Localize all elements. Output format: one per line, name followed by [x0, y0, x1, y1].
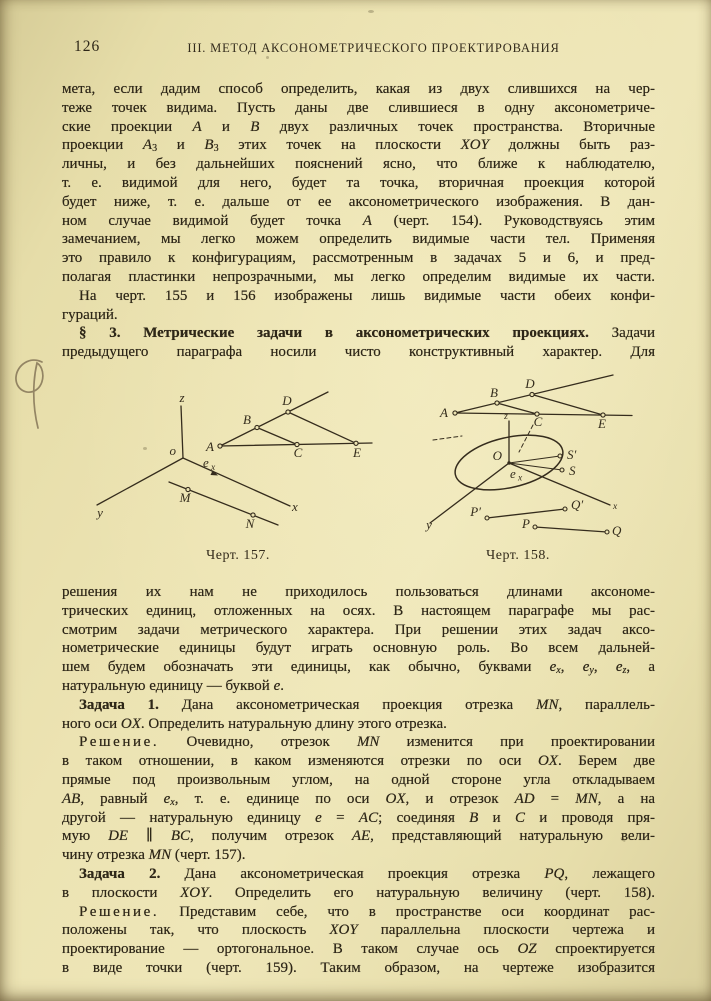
fig158-label-B: B — [490, 385, 498, 400]
para-visibility — [62, 80, 655, 287]
fig158-label-S: S — [569, 463, 576, 478]
text-line: AB, равный $e_x$, т. е. единице по оси OX, и отрезок AD = MN, а на — [62, 790, 655, 808]
text-line: в таком отношении, в каком изменяются отрезки по оси OX. Берем две — [62, 753, 655, 770]
fig158-label-P: P — [522, 516, 530, 531]
fig158-label-Q-prime: Q′ — [571, 497, 584, 512]
text-line: проектирование — ортогональное. В таком случае ось OZ спроектируется — [62, 941, 655, 958]
fig158-label-C: C — [533, 414, 543, 429]
fig157-label-x: x — [292, 499, 298, 514]
scan-speck — [143, 447, 147, 450]
text-line: личны, и без дальнейших пояснений ясно, что ближе к наблюдателю, — [62, 156, 655, 173]
text-line: ские проекции A и B двух различных точек пространства. Вторичные — [62, 118, 656, 135]
fig157-label-M: M — [179, 490, 191, 505]
text-line: замечанием, мы легко можем определить видимые части тел. Применяя — [62, 231, 655, 248]
text-line: чину отрезка MN (черт. 157). — [62, 847, 246, 864]
fig157-label-e-sub: x — [211, 463, 216, 473]
fig158-construction — [453, 375, 632, 417]
fig157-label-A: A — [206, 439, 214, 454]
fig157-label-z: z — [179, 390, 185, 405]
fig157-label-o: o — [169, 443, 176, 458]
fig158-label-Q: Q — [612, 523, 622, 538]
text-line: смотрим задачи метрического характера. При решении этих задач аксо- — [62, 621, 655, 638]
text-line: решения их нам не приходилось пользоваться длинами аксономе- — [62, 584, 655, 600]
text-line: натуральную единицу — буквой e. — [62, 677, 284, 694]
text-line: трических единиц, отложенных на осях. В настоящем параграфе мы рас- — [62, 602, 655, 619]
text-line: в виде точки (черт. 159). Таким образом, на чертеже изобразится — [62, 959, 655, 976]
page-number: 126 — [74, 38, 101, 55]
fig158-label-P-prime: P′ — [470, 504, 481, 519]
figures-row — [60, 370, 660, 570]
fig158-caption: Черт. 158. — [486, 548, 550, 563]
fig158-label-D: D — [525, 376, 535, 391]
fig158-label-S-prime: S′ — [567, 447, 577, 462]
text-line: теже точек видима. Пусть даны две слившиеся в одну аксонометриче- — [62, 99, 655, 116]
text-line: Решение. Представим себе, что в пространстве оси координат рас- — [79, 903, 655, 920]
fig157-label-N: N — [245, 516, 255, 531]
text-line: нометрические единицы будут играть основную роль. Во всем дальней- — [62, 640, 655, 657]
para-solution-2 — [62, 903, 655, 978]
fig158-label-e: e — [510, 466, 516, 481]
figures-canvas — [60, 370, 660, 570]
fig158-label-O: O — [492, 448, 502, 463]
fig157-label-E: E — [353, 445, 361, 460]
fig158-label-z: z — [504, 412, 508, 422]
text-line: мую DE ∥ BC, получим отрезок AE, представляющий натуральную вели- — [62, 828, 655, 845]
fig157-label-D: D — [282, 393, 292, 408]
text-line: проекции $A_3$ и $B_3$ этих точек на плоскости XOY должны быть раз- — [62, 137, 655, 155]
text-line: будет ниже, т. е. дальше от ее аксонометрического изображения. В дан- — [62, 193, 655, 210]
text-line: положены так, что плоскость XOY параллельна плоскости чертежа и — [62, 922, 655, 939]
text-line: гураций. — [62, 306, 118, 323]
text-block-top — [62, 80, 655, 362]
text-line: Задача 1. Дана аксонометрическая проекция отрезка MN, параллель- — [79, 696, 655, 713]
text-line: мета, если дадим способ определить, какая из двух слившихся на чер- — [62, 81, 655, 97]
fig157-label-y: y — [97, 505, 103, 520]
para-metric-units — [62, 583, 655, 696]
text-line: Задача 2. Дана аксонометрическая проекция отрезка PQ, лежащего — [79, 865, 655, 882]
text-line: полагая пластинки непрозрачными, мы легко определим видимые их части. — [62, 268, 655, 285]
fig157-caption: Черт. 157. — [206, 548, 270, 563]
fig158-label-y: y — [426, 517, 432, 532]
fig157-label-e: e — [203, 455, 209, 470]
text-line: предыдущего параграфа носили чисто конструктивный характер. Для — [62, 344, 655, 361]
text-line: Решение. Очевидно, отрезок MN изменится при проектировании — [79, 734, 655, 751]
para-task-1 — [62, 696, 655, 734]
text-line: другой — натуральную единицу e = AC; соединяя B и C и проводя пря- — [62, 809, 655, 826]
scan-speck — [368, 10, 374, 13]
pencil-margin-mark — [4, 346, 60, 442]
fig158-segments-PQ — [485, 507, 609, 534]
fig158-label-x: x — [613, 502, 618, 512]
fig158-label-A: A — [440, 405, 448, 420]
text-line: ного оси OX. Определить натуральную длину этого отрезка. — [62, 715, 447, 732]
para-solution-1 — [62, 733, 655, 865]
text-line: На черт. 155 и 156 изображены лишь видимые части обеих конфи- — [79, 287, 655, 304]
para-task-2 — [62, 865, 655, 903]
para-chert-155-156 — [62, 287, 655, 325]
fig157-construction — [218, 392, 372, 448]
text-line: шем будем обозначать эти единицы, как обычно, буквами $e_x$, $e_y$, $e_z$, а — [62, 659, 656, 677]
fig158-label-E: E — [598, 416, 606, 431]
fig157-labels — [95, 390, 361, 563]
text-line: прямые под произвольным углом, на одной стороне угла откладываем — [62, 771, 655, 788]
text-line: в плоскости XOY. Определить его натуральную величину (черт. 158). — [62, 884, 655, 901]
para-section-3 — [62, 324, 655, 362]
text-line: т. е. видимой для него, будет та точка, вторичная проекция которой — [62, 174, 655, 191]
scan-speck — [266, 56, 269, 59]
fig157-label-B: B — [243, 412, 251, 427]
text-line: § 3. Метрические задачи в аксонометрических проекциях. Задачи — [79, 325, 655, 342]
text-line: это правило к конфигурациям, рассмотренным в задачах 5 и 6, и пред- — [62, 250, 655, 267]
fig157-label-C: C — [293, 445, 303, 460]
text-line: ном случае видимой будет точка A (черт. 154). Руководствуясь этим — [62, 212, 656, 229]
running-header: III. МЕТОД АКСОНОМЕТРИЧЕСКОГО ПРОЕКТИРОВАНИЯ — [187, 41, 560, 55]
text-block-bottom — [62, 583, 655, 978]
fig158-label-e-sub: x — [518, 473, 523, 484]
